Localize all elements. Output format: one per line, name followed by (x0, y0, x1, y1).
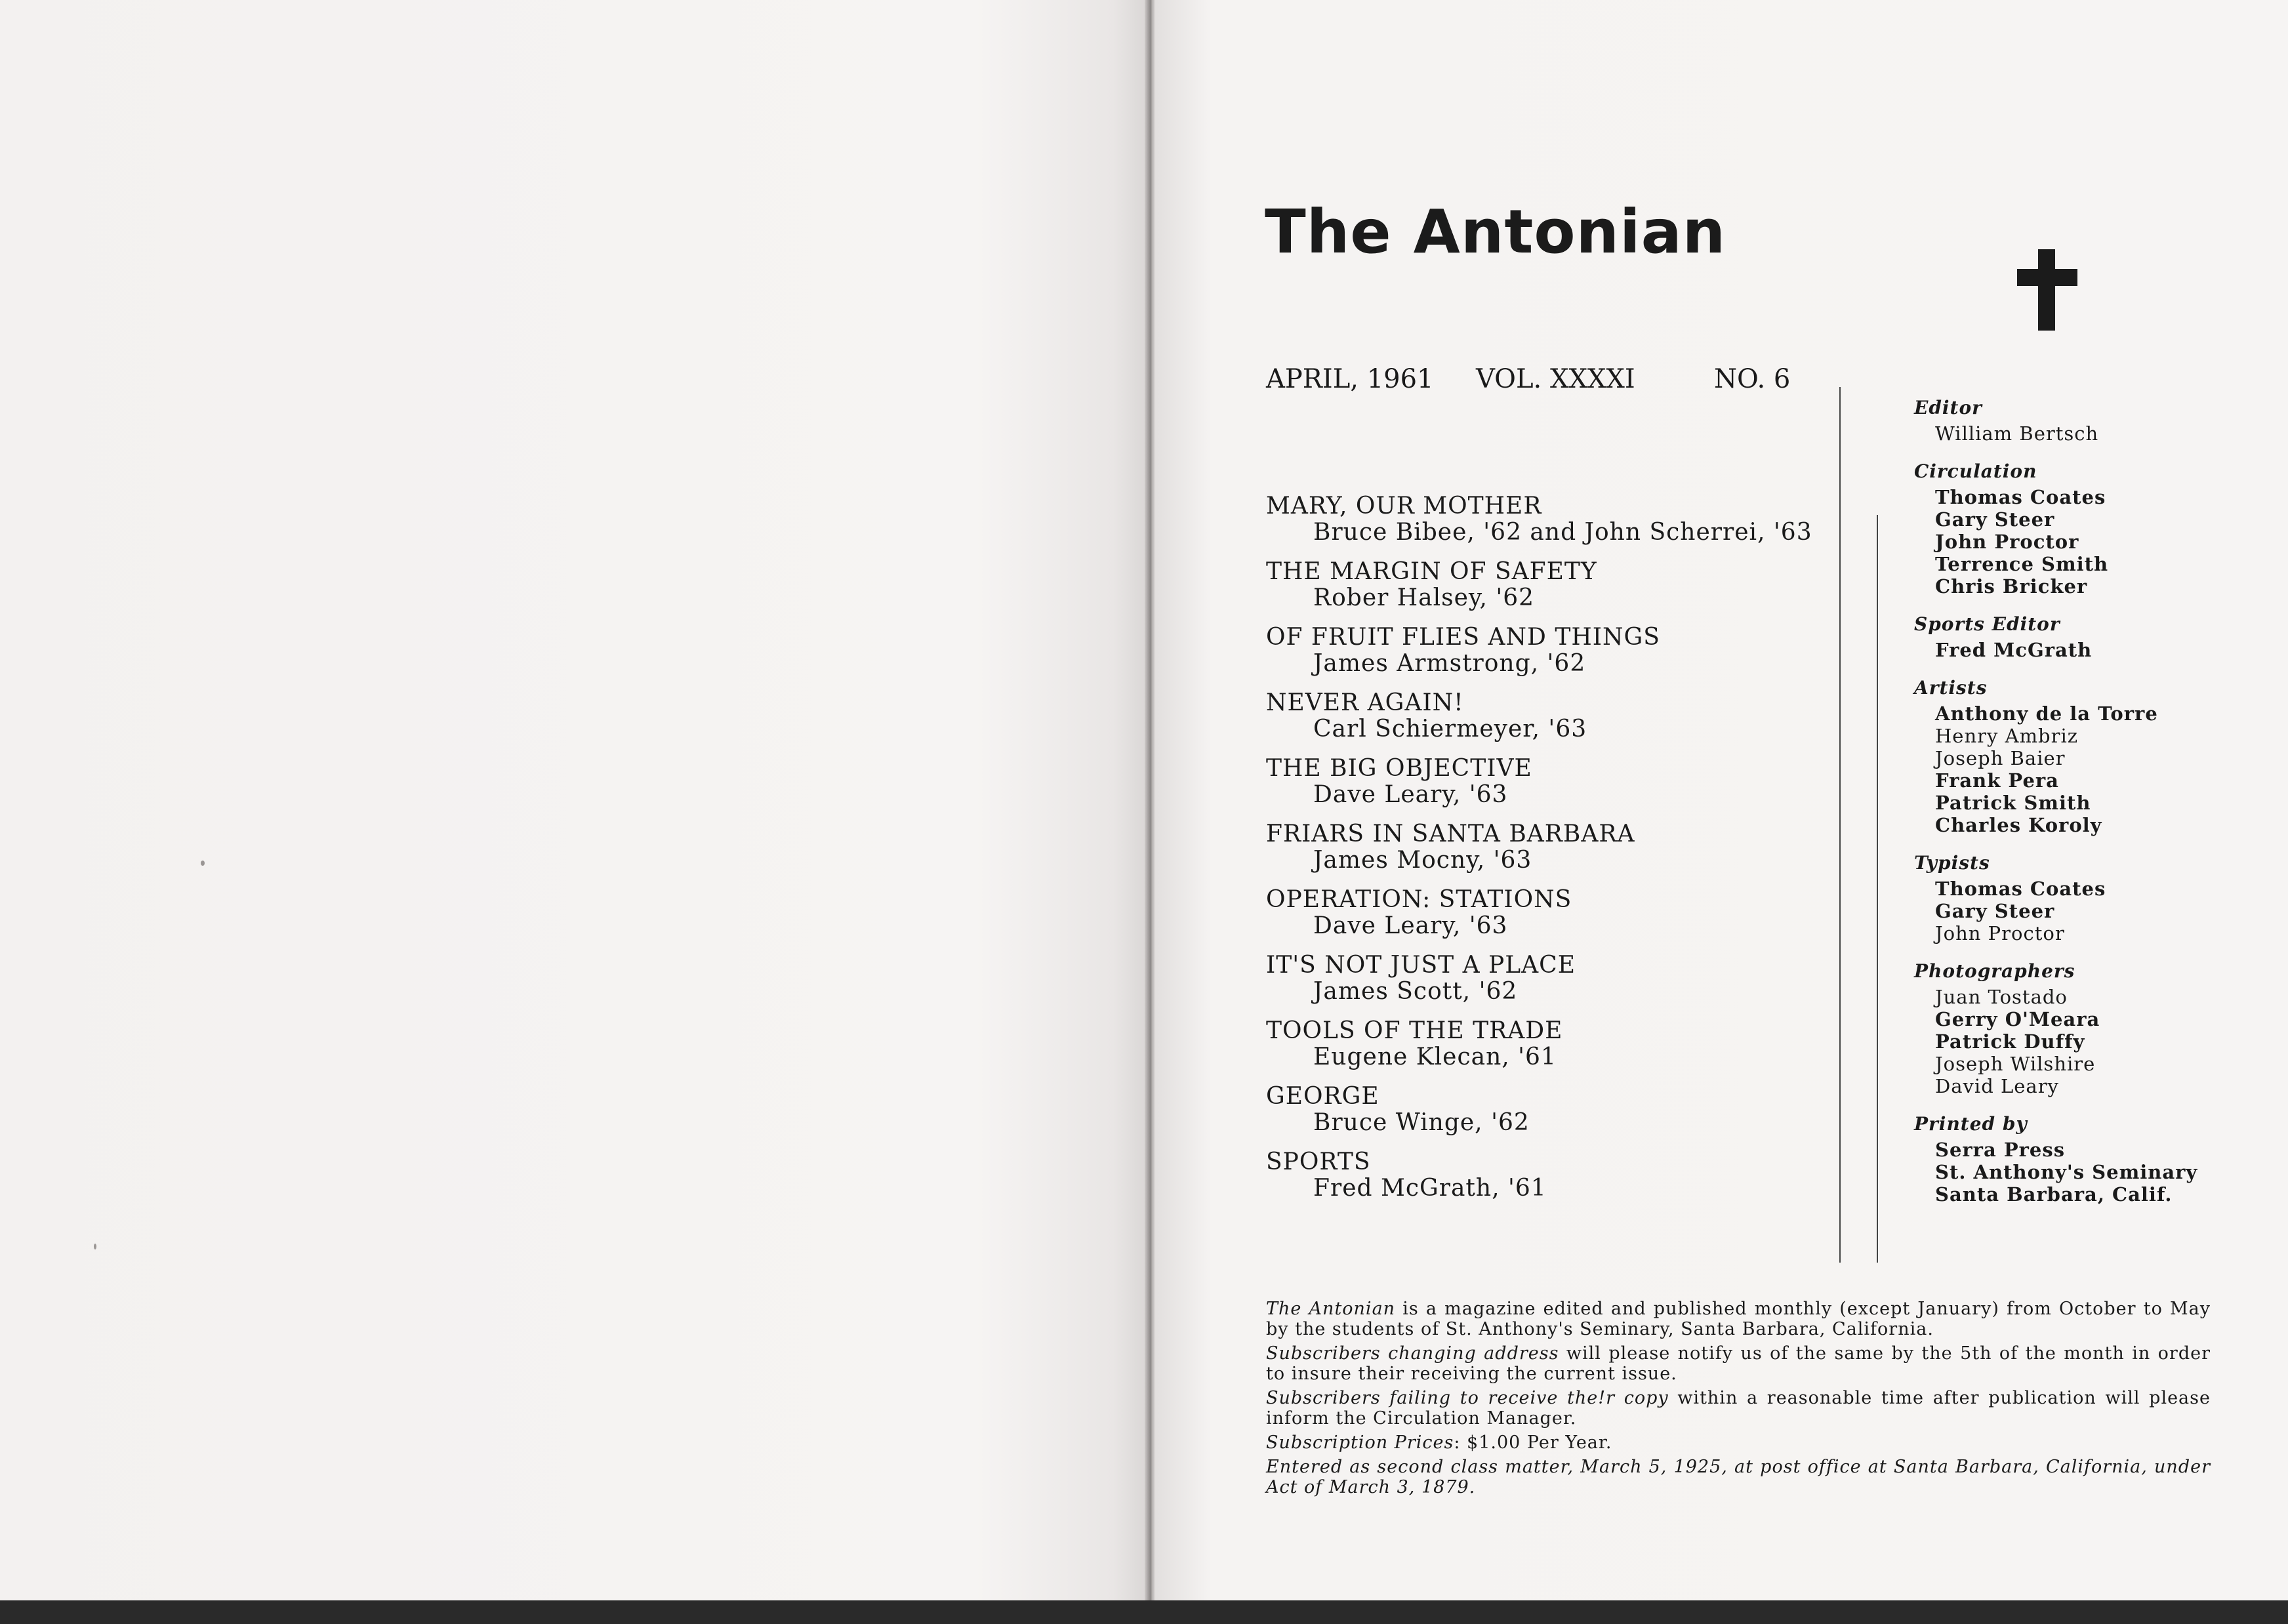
contents-entry (1266, 887, 1856, 939)
staff-member: John Proctor (1935, 922, 2065, 944)
staff-member: Juan Tostado (1935, 986, 2068, 1008)
article-author: James Armstrong, '62 (1313, 650, 1586, 677)
publication-notice (1266, 1299, 2211, 1501)
column-divider (1839, 387, 1841, 1263)
article-title: SPORTS (1266, 1148, 1371, 1175)
article-author: Bruce Bibee, '62 and John Scherrei, '63 (1313, 519, 1812, 546)
contents-entry (1266, 1149, 1856, 1202)
staff-role: Editor (1914, 397, 1982, 418)
staff-member: Terrence Smith (1935, 553, 2109, 575)
paper-speck (201, 861, 205, 866)
article-author: James Scott, '62 (1313, 978, 1518, 1005)
notice-paragraph (1266, 1388, 2211, 1429)
column-divider (1877, 515, 1878, 1263)
staff-role: Sports Editor (1914, 613, 2060, 635)
staff-member: Anthony de la Torre (1935, 702, 2158, 725)
article-title: FRIARS IN SANTA BARBARA (1266, 821, 1635, 847)
contents-entry (1266, 952, 1856, 1005)
staff-member: Gary Steer (1935, 508, 2055, 531)
staff-member: Frank Pera (1935, 769, 2059, 792)
staff-role: Circulation (1914, 460, 2037, 482)
staff-member: Charles Koroly (1935, 814, 2102, 836)
staff-member: St. Anthony's Seminary (1935, 1161, 2198, 1183)
contents-entry (1266, 559, 1856, 611)
staff-member: David Leary (1935, 1075, 2059, 1097)
staff-member: Serra Press (1935, 1139, 2066, 1161)
issue-date: APRIL, 1961 (1266, 364, 1434, 394)
staff-member: Thomas Coates (1935, 486, 2106, 508)
contents-entry (1266, 756, 1856, 808)
article-title: MARY, OUR MOTHER (1266, 493, 1542, 519)
staff-member: Gary Steer (1935, 900, 2055, 922)
issue-volume: VOL. XXXXI (1476, 364, 1635, 394)
staff-member: John Proctor (1935, 531, 2079, 553)
staff-member: Henry Ambriz (1935, 725, 2079, 747)
article-title: IT'S NOT JUST A PLACE (1266, 952, 1576, 979)
staff-member: Joseph Baier (1935, 747, 2066, 769)
contents-entry (1266, 1084, 1856, 1136)
staff-role: Typists (1914, 852, 1990, 874)
magazine-title: The Antonian (1265, 197, 1726, 267)
article-title: OF FRUIT FLIES AND THINGS (1266, 624, 1660, 651)
staff-member: Patrick Smith (1935, 792, 2091, 814)
notice-text: within a reasonable time after publication will please inform the Circulation Manager. (1266, 1388, 2211, 1429)
notice-text: : $1.00 Per Year. (1454, 1432, 1612, 1453)
notice-emphasis: Subscribers failing to receive the!r copy (1266, 1388, 1669, 1408)
staff-role: Printed by (1914, 1113, 2028, 1135)
contents-entry (1266, 690, 1856, 742)
table-of-contents (1266, 493, 1856, 1215)
notice-paragraph (1266, 1432, 2211, 1453)
staff-member: Chris Bricker (1935, 575, 2088, 598)
article-author: Dave Leary, '63 (1313, 781, 1508, 808)
article-title: OPERATION: STATIONS (1266, 886, 1572, 913)
cross-icon (2017, 249, 2077, 331)
article-author: Carl Schiermeyer, '63 (1313, 716, 1587, 742)
notice-paragraph (1266, 1299, 2211, 1339)
notice-emphasis: Subscribers changing address (1266, 1343, 1559, 1364)
staff-member: Santa Barbara, Calif. (1935, 1183, 2173, 1206)
staff-role: Artists (1914, 677, 1988, 699)
contents-entry (1266, 821, 1856, 874)
article-author: Rober Halsey, '62 (1313, 584, 1535, 611)
staff-member: Fred McGrath (1935, 639, 2093, 661)
staff-member: William Bertsch (1935, 422, 2099, 445)
staff-role: Photographers (1914, 960, 2075, 982)
article-author: James Mocny, '63 (1313, 847, 1532, 874)
staff-masthead (1914, 397, 2229, 1206)
issue-number: NO. 6 (1714, 364, 1791, 394)
article-title: NEVER AGAIN! (1266, 689, 1464, 716)
notice-text: is a magazine edited and published monthly (except January) from October to May by the students of St. Anthony's Seminary, Santa Barbara, California. (1266, 1299, 2211, 1339)
left-page-blank (0, 0, 1148, 1600)
article-author: Dave Leary, '63 (1313, 912, 1508, 939)
notice-paragraph (1266, 1343, 2211, 1384)
staff-member: Thomas Coates (1935, 878, 2106, 900)
article-title: GEORGE (1266, 1083, 1379, 1110)
notice-emphasis: The Antonian (1266, 1299, 1396, 1319)
notice-paragraph (1266, 1457, 2211, 1497)
notice-emphasis: Subscription Prices (1266, 1432, 1454, 1453)
staff-member: Patrick Duffy (1935, 1030, 2085, 1053)
contents-entry (1266, 493, 1856, 546)
article-author: Bruce Winge, '62 (1313, 1109, 1530, 1136)
article-author: Fred McGrath, '61 (1313, 1175, 1547, 1202)
article-title: TOOLS OF THE TRADE (1266, 1017, 1563, 1044)
notice-text: will please notify us of the same by the 5th of the month in order to insure their receiving the current issue. (1266, 1343, 2211, 1384)
contents-entry (1266, 624, 1856, 677)
article-title: THE MARGIN OF SAFETY (1266, 558, 1597, 585)
article-author: Eugene Klecan, '61 (1313, 1044, 1557, 1070)
staff-member: Gerry O'Meara (1935, 1008, 2100, 1030)
staff-member: Joseph Wilshire (1935, 1053, 2096, 1075)
paper-speck (94, 1244, 96, 1249)
notice-emphasis: Entered as second class matter, March 5, 1925, at post office at Santa Barbara, California, under Act of March 3, 1879. (1266, 1457, 2211, 1497)
contents-entry (1266, 1018, 1856, 1070)
article-title: THE BIG OBJECTIVE (1266, 755, 1532, 782)
